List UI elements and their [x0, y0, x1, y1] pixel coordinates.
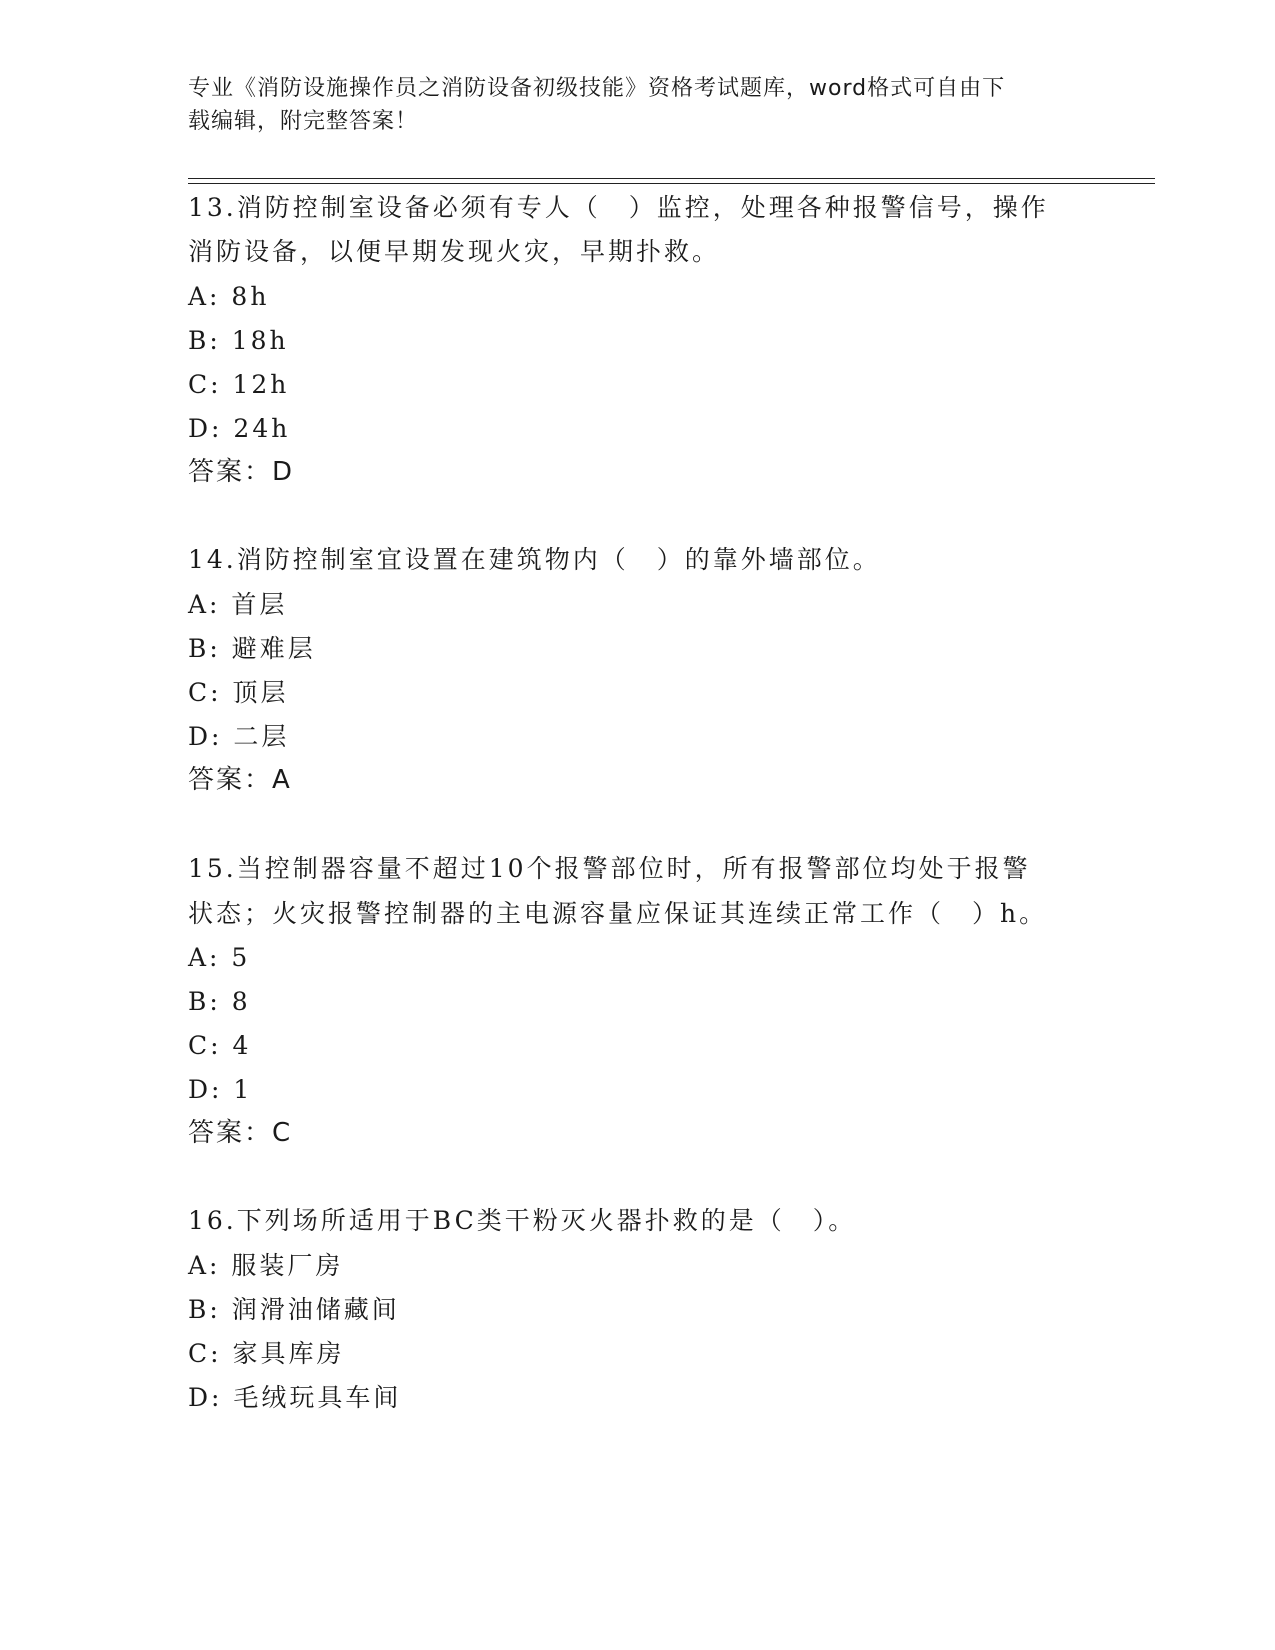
header-line-2: 载编辑，附完整答案！	[188, 109, 419, 134]
question-13-option-c: C: 12h	[188, 370, 290, 399]
question-13-option-b: B: 18h	[188, 326, 289, 355]
question-14-option-c: C: 顶层	[188, 678, 289, 707]
question-14-answer: 答案：A	[188, 765, 292, 795]
question-15-option-b: B: 8	[188, 987, 251, 1016]
question-16-option-c: C: 家具库房	[188, 1339, 345, 1368]
question-13-stem-line-1: 13.消防控制室设备必须有专人（ ）监控，处理各种报警信号，操作	[188, 193, 1049, 222]
question-16-option-b: B: 润滑油储藏间	[188, 1295, 400, 1324]
question-16-stem-line-1: 16.下列场所适用于BC类干粉灭火器扑救的是（ ）。	[188, 1206, 857, 1235]
question-13-stem-line-2: 消防设备，以便早期发现火灾，早期扑救。	[188, 237, 721, 266]
question-15-option-d: D: 1	[188, 1075, 253, 1104]
question-15-option-c: C: 4	[188, 1031, 252, 1060]
question-14-option-d: D: 二层	[188, 722, 290, 751]
document-header	[188, 72, 1068, 138]
question-14-option-b: B: 避难层	[188, 634, 316, 663]
question-15-stem-line-2: 状态；火灾报警控制器的主电源容量应保证其连续正常工作（ ）h。	[188, 899, 1048, 928]
question-13-answer: 答案：D	[188, 457, 295, 487]
question-16-option-d: D: 毛绒玩具车间	[188, 1383, 402, 1412]
question-14-stem-line-1: 14.消防控制室宜设置在建筑物内（ ）的靠外墙部位。	[188, 545, 881, 574]
question-16-option-a: A: 服装厂房	[188, 1251, 344, 1280]
question-15-stem-line-1: 15.当控制器容量不超过10个报警部位时，所有报警部位均处于报警	[188, 854, 1031, 883]
question-15-answer: 答案：C	[188, 1118, 293, 1148]
question-13-option-a: A: 8h	[188, 282, 270, 311]
header-divider-top	[188, 178, 1155, 179]
question-14-option-a: A: 首层	[188, 590, 288, 619]
header-line-1: 专业《消防设施操作员之消防设备初级技能》资格考试题库，word格式可自由下	[188, 76, 1006, 101]
question-13-option-d: D: 24h	[188, 414, 291, 443]
question-15-option-a: A: 5	[188, 943, 251, 972]
header-divider-bottom	[188, 183, 1155, 184]
